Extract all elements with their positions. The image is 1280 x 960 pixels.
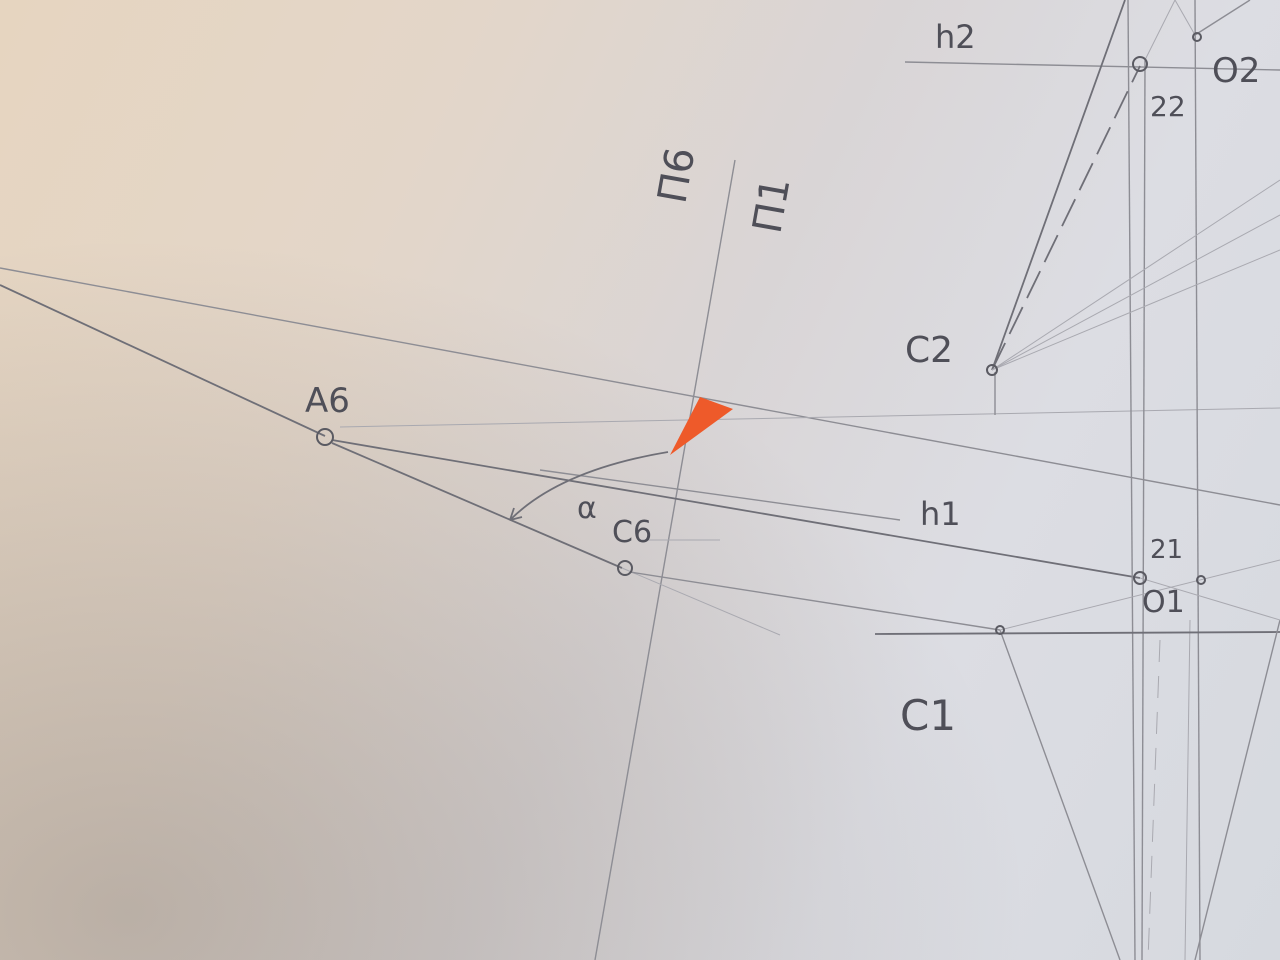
label-plane-upper: П6 xyxy=(649,144,705,207)
label-plane-lower: П1 xyxy=(744,174,800,237)
label-alpha: α xyxy=(577,491,597,526)
label-o2: O2 xyxy=(1212,51,1261,91)
label-22: 22 xyxy=(1150,90,1186,123)
label-c2: C2 xyxy=(905,330,954,371)
label-h2: h2 xyxy=(935,18,976,56)
label-c1: C1 xyxy=(900,691,957,740)
label-21: 21 xyxy=(1150,535,1184,565)
label-h1: h1 xyxy=(920,495,961,533)
label-a6: A6 xyxy=(305,381,350,421)
label-c6: C6 xyxy=(612,515,653,550)
label-o1: O1 xyxy=(1142,585,1185,620)
